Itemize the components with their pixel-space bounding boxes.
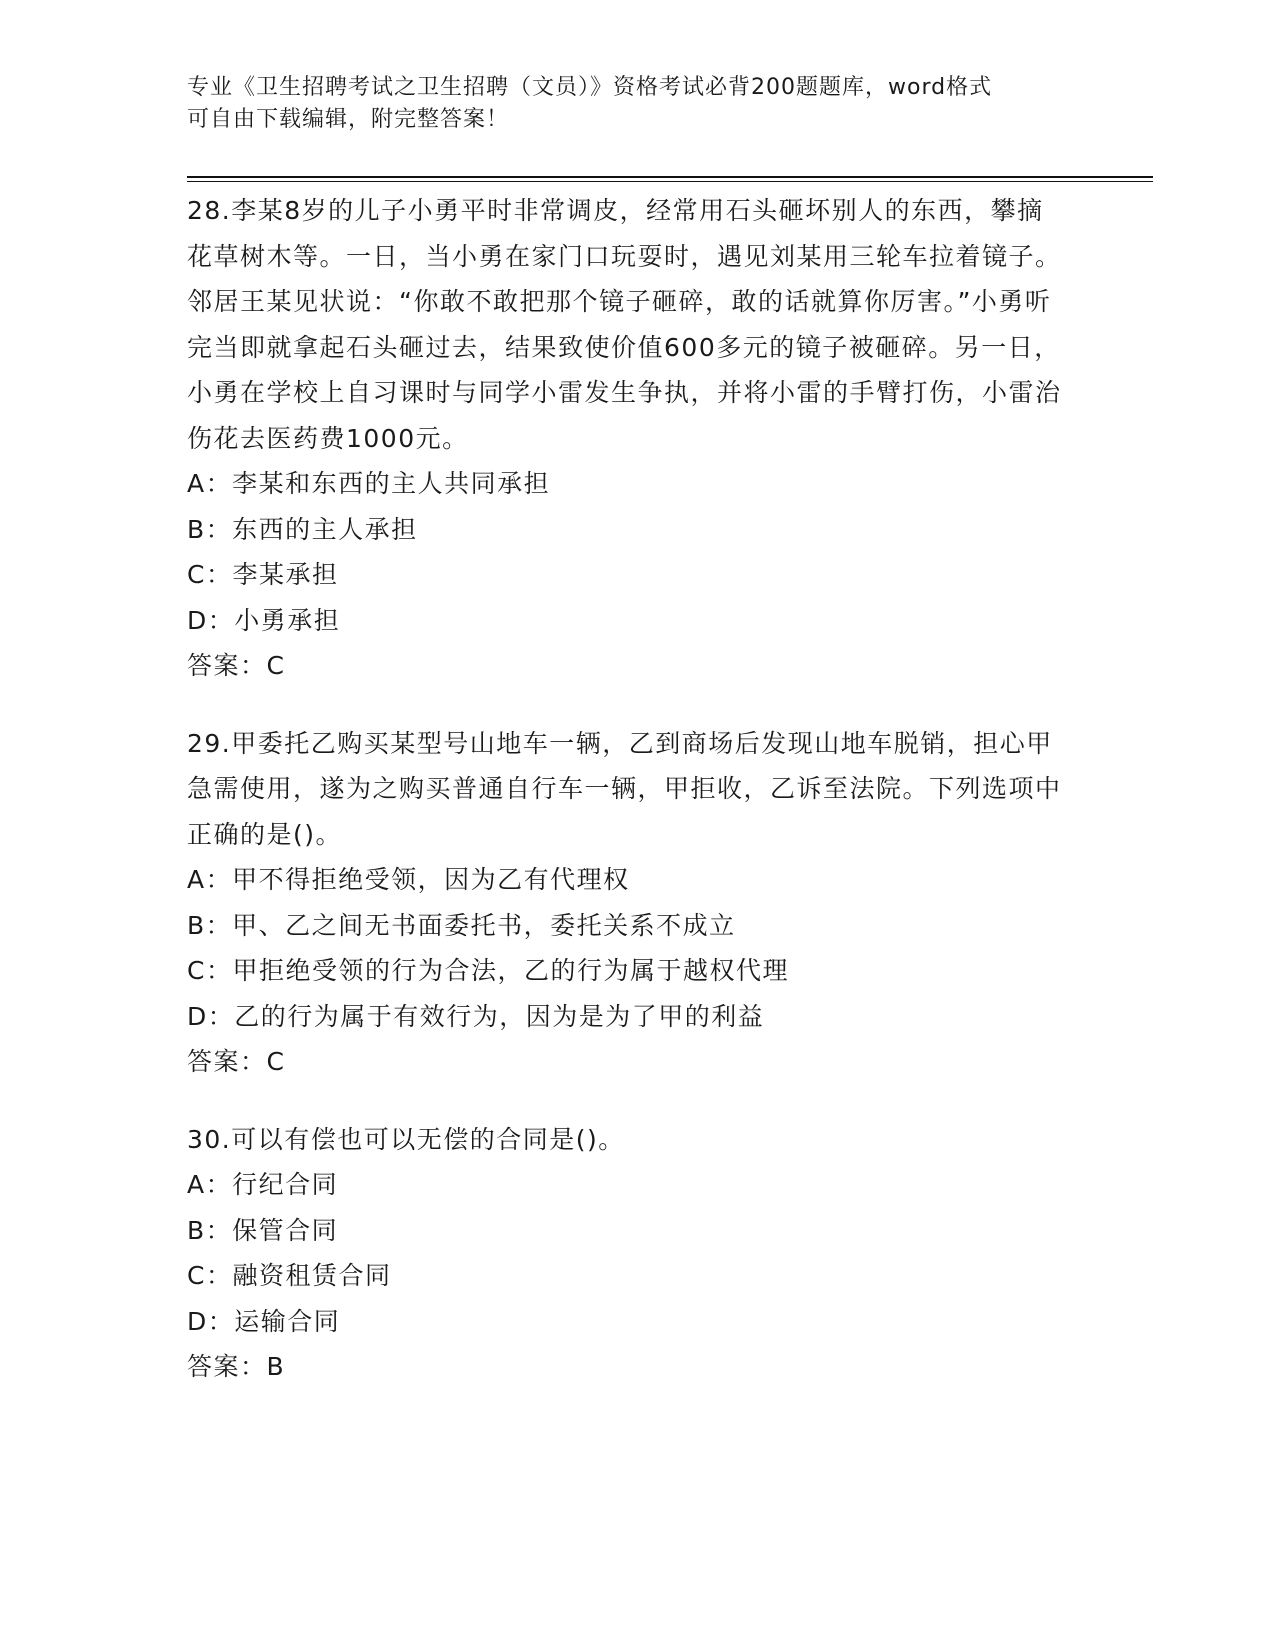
question-stem: 28.李某8岁的儿子小勇平时非常调皮，经常用石头砸坏别人的东西，攀摘花草树木等。一日，当小勇在家门口玩耍时，遇见刘某用三轮车拉着镜子。邻居王某见状说：“你敢不敢把那个镜子砸碎，敢的话就算你厉害。”小勇听完当即就拿起石头砸过去，结果致使价值600多元的镜子被砸碎。另一日，小勇在学校上自习课时与同学小雷发生争执，并将小雷的手臂打伤，小雷治伤花去医药费1000元。	[187, 196, 1062, 453]
answer: 答案：C	[187, 1047, 286, 1076]
header-rule-thick	[187, 176, 1153, 178]
option-c: C：李某承担	[187, 560, 339, 589]
option-a: A：甲不得拒绝受领，因为乙有代理权	[187, 865, 630, 894]
header-rule-thin	[187, 181, 1153, 182]
option-b: B：保管合同	[187, 1215, 339, 1245]
option-a: A：行纪合同	[187, 1170, 339, 1199]
option-a: A：李某和东西的主人共同承担	[187, 469, 551, 498]
question-stem: 29.甲委托乙购买某型号山地车一辆，乙到商场后发现山地车脱销，担心甲急需使用，遂为之购买普通自行车一辆，甲拒收，乙诉至法院。下列选项中正确的是()。	[187, 728, 1062, 849]
option-c: C：融资租赁合同	[187, 1261, 392, 1290]
question-list	[187, 188, 1067, 1422]
question-30	[187, 1117, 1067, 1390]
question-28	[187, 188, 1067, 689]
option-b: B：东西的主人承担	[187, 514, 418, 544]
header-line-1: 专业《卫生招聘考试之卫生招聘（文员）》资格考试必背200题题库，word格式	[187, 75, 993, 100]
question-stem: 30.可以有偿也可以无偿的合同是()。	[187, 1124, 625, 1154]
question-29	[187, 721, 1067, 1085]
option-c: C：甲拒绝受领的行为合法，乙的行为属于越权代理	[187, 956, 789, 985]
document-header	[187, 72, 1067, 136]
option-d: D：小勇承担	[187, 605, 341, 635]
answer: 答案：B	[187, 1352, 286, 1381]
header-line-2: 可自由下载编辑，附完整答案！	[187, 107, 510, 132]
option-b: B：甲、乙之间无书面委托书，委托关系不成立	[187, 910, 736, 940]
answer: 答案：C	[187, 651, 286, 680]
option-d: D：乙的行为属于有效行为，因为是为了甲的利益	[187, 1001, 765, 1031]
option-d: D：运输合同	[187, 1306, 341, 1336]
